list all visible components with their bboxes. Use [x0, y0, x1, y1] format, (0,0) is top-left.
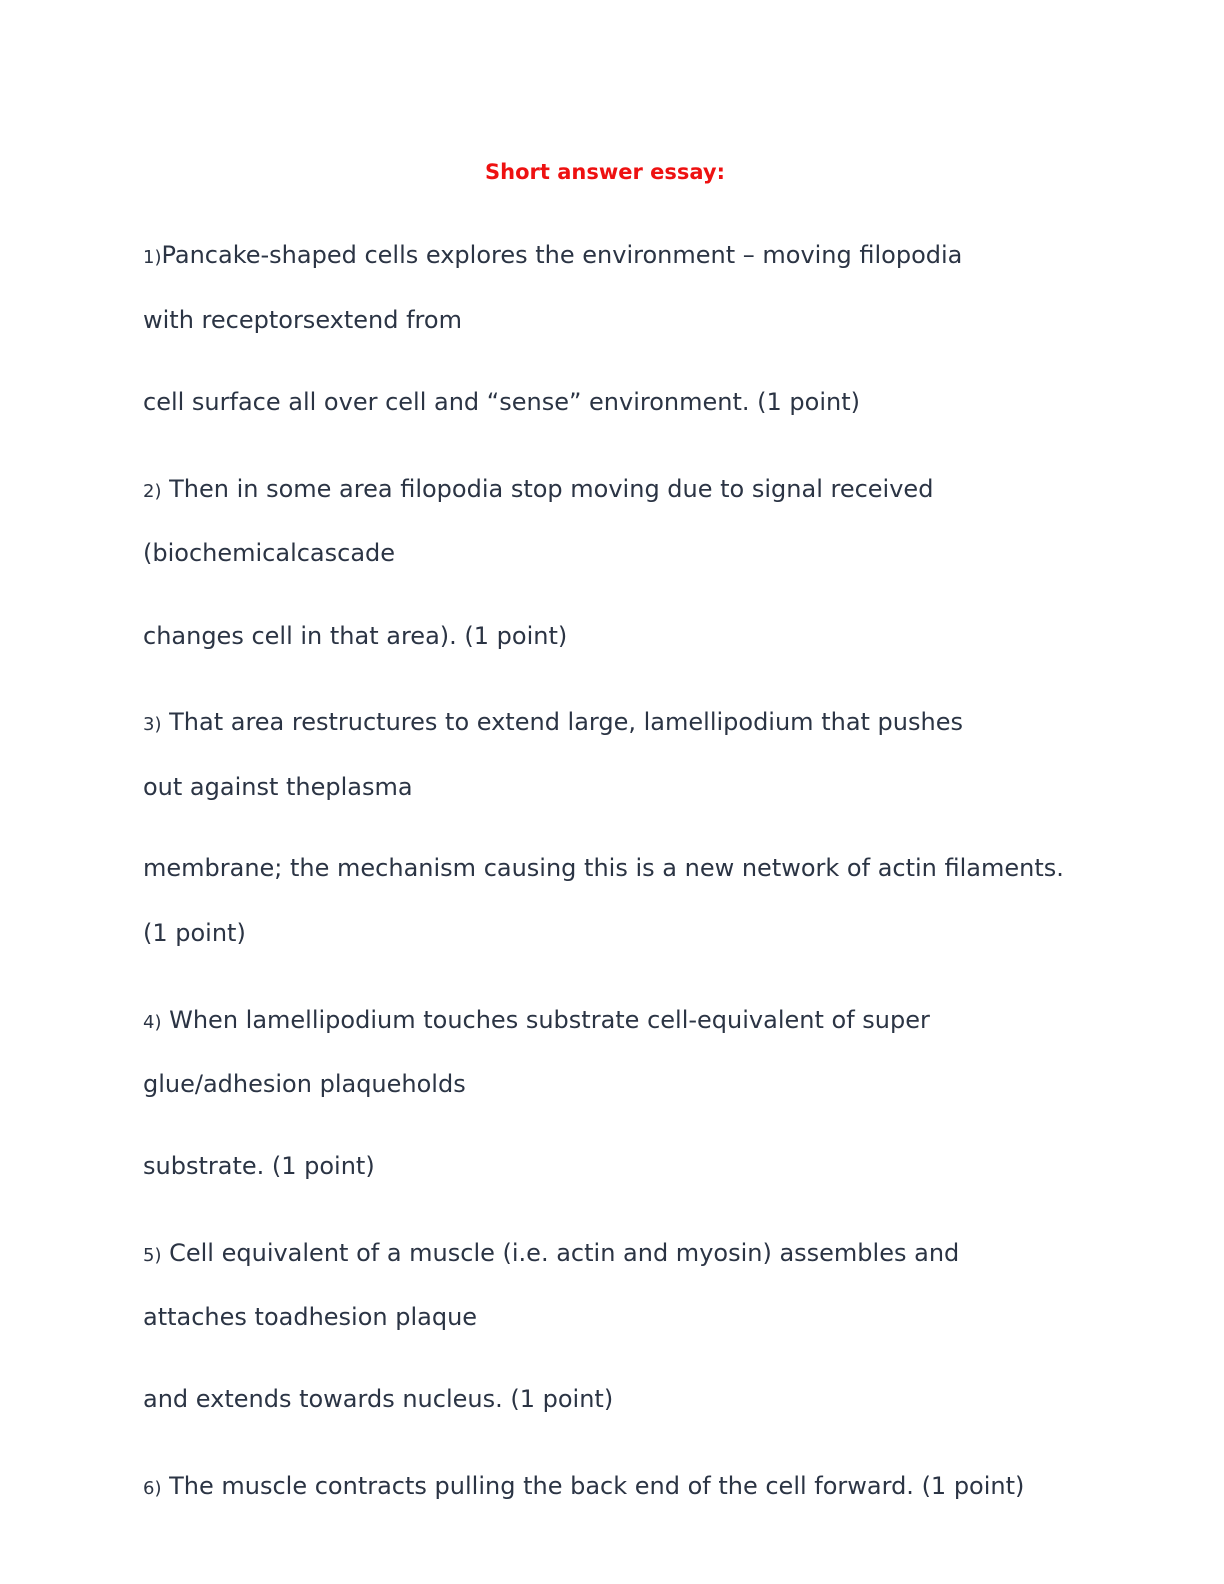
item-2-text: Then in some area filopodia stop moving due to signal received — [161, 475, 934, 503]
item-1-line-2: with receptorsextend from — [143, 306, 462, 334]
item-3-text: That area restructures to extend large, lamellipodium that pushes — [161, 708, 963, 736]
item-2-first-line — [143, 474, 933, 507]
item-4-line-3: substrate. (1 point) — [143, 1152, 375, 1180]
item-1-line-3: cell surface all over cell and “sense” environment. (1 point) — [143, 388, 860, 416]
item-1-number: 1) — [143, 247, 162, 268]
item-2-line-3: changes cell in that area). (1 point) — [143, 622, 568, 650]
item-6-text: The muscle contracts pulling the back end of the cell forward. (1 point) — [161, 1472, 1025, 1500]
item-6-number: 6) — [143, 1478, 162, 1499]
item-4-first-line — [143, 1005, 930, 1038]
essay-heading: Short answer essay: — [485, 160, 725, 184]
item-5-number: 5) — [143, 1245, 162, 1266]
item-3-line-3: membrane; the mechanism causing this is a new network of actin filaments. — [143, 854, 1064, 882]
item-4-number: 4) — [143, 1012, 162, 1033]
item-3-line-4: (1 point) — [143, 919, 246, 947]
item-6-first-line — [143, 1471, 1024, 1504]
item-1-first-line — [143, 240, 962, 273]
item-3-first-line — [143, 707, 963, 740]
item-5-text: Cell equivalent of a muscle (i.e. actin and myosin) assembles and — [161, 1239, 960, 1267]
item-1-text: Pancake-shaped cells explores the environment – moving filopodia — [161, 241, 963, 269]
item-3-line-2: out against theplasma — [143, 773, 413, 801]
item-2-line-2: (biochemicalcascade — [143, 539, 396, 567]
item-2-number: 2) — [143, 481, 162, 502]
item-3-number: 3) — [143, 714, 162, 735]
item-5-first-line — [143, 1238, 959, 1271]
item-5-line-3: and extends towards nucleus. (1 point) — [143, 1385, 614, 1413]
item-5-line-2: attaches toadhesion plaque — [143, 1303, 478, 1331]
item-4-line-2: glue/adhesion plaqueholds — [143, 1070, 466, 1098]
item-4-text: When lamellipodium touches substrate cell-equivalent of super — [161, 1006, 930, 1034]
